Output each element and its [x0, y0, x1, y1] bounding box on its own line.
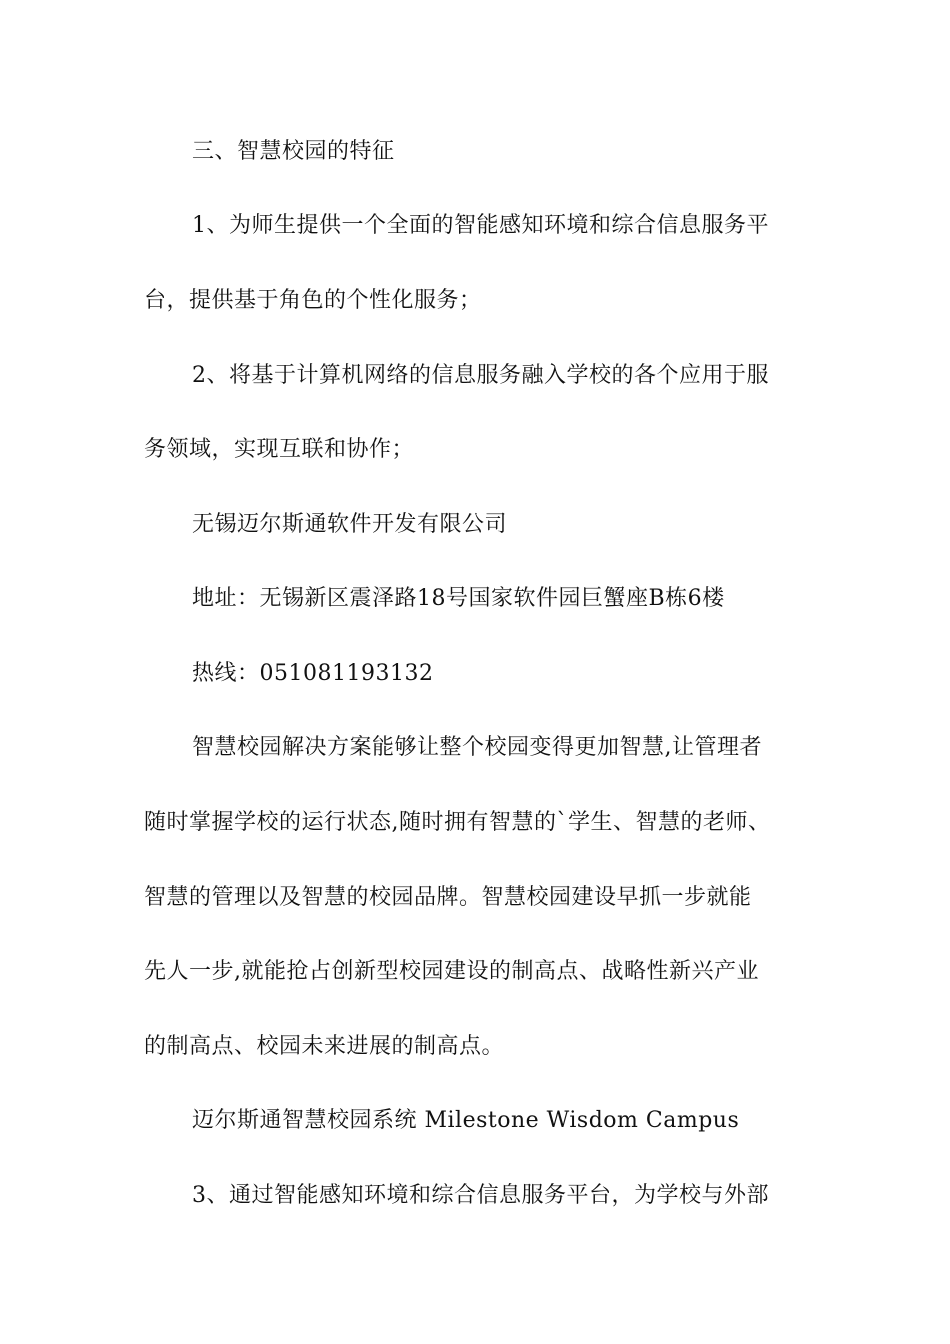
feature-item-1-line-1: 1、为师生提供一个全面的智能感知环境和综合信息服务平: [192, 213, 769, 238]
paragraph-line-2: 随时掌握学校的运行状态,随时拥有智慧的`学生、智慧的老师、: [144, 810, 771, 835]
system-name: 迈尔斯通智慧校园系统 Milestone Wisdom Campus: [192, 1108, 740, 1133]
paragraph-line-3: 智慧的管理以及智慧的校园品牌。智慧校园建设早抓一步就能: [144, 885, 752, 910]
paragraph-line-4: 先人一步,就能抢占创新型校园建设的制高点、战略性新兴产业: [144, 959, 759, 984]
company-address: 地址：无锡新区震泽路18号国家软件园巨蟹座B栋6楼: [192, 586, 725, 611]
paragraph-line-1: 智慧校园解决方案能够让整个校园变得更加智慧,让管理者: [192, 735, 762, 760]
company-hotline: 热线：051081193132: [192, 661, 434, 686]
section-heading: 三、智慧校园的特征: [192, 139, 395, 164]
feature-item-1-line-2: 台，提供基于角色的个性化服务；: [144, 288, 482, 313]
company-name: 无锡迈尔斯通软件开发有限公司: [192, 512, 508, 537]
feature-item-2-line-1: 2、将基于计算机网络的信息服务融入学校的各个应用于服: [192, 363, 769, 388]
feature-item-2-line-2: 务领域，实现互联和协作；: [144, 437, 415, 462]
feature-item-3-line-1: 3、通过智能感知环境和综合信息服务平台，为学校与外部: [192, 1183, 769, 1208]
paragraph-line-5: 的制高点、校园未来进展的制高点。: [144, 1034, 505, 1059]
